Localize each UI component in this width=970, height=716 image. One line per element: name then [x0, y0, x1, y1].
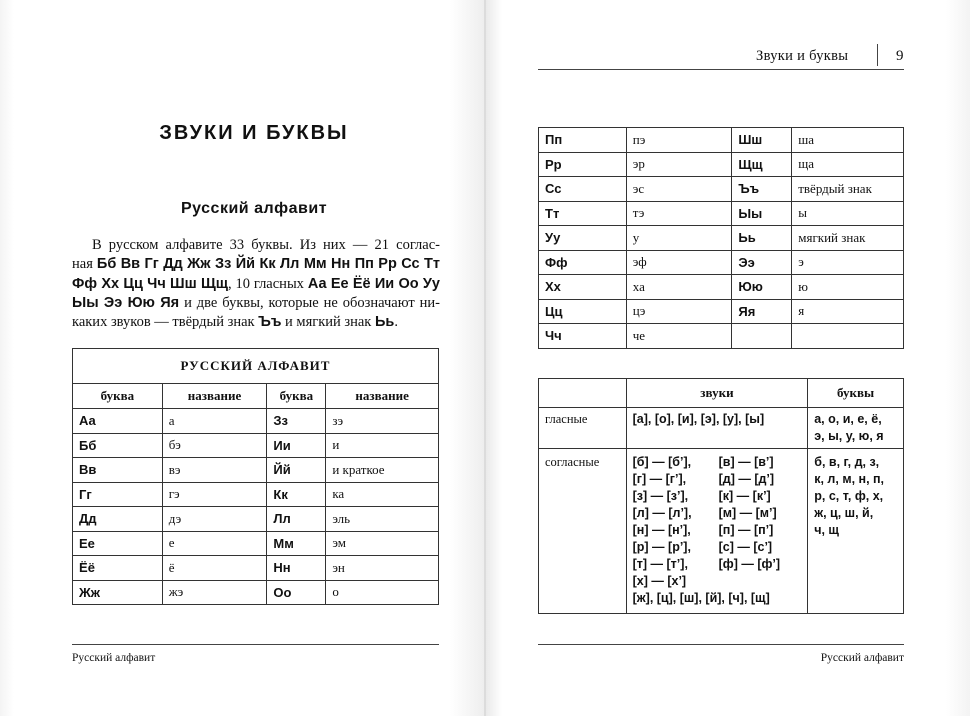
vowel-letters: Аа Ее Ёё Ии Оо Уу [307, 275, 440, 292]
consonant-pair: [м] — [м’] [718, 506, 777, 520]
soft-sign: Ьь [374, 314, 395, 331]
name-cell: ё [162, 556, 267, 581]
consonant-letters: Бб Вв Гг Дд Жж Зз Йй Кк Лл Мм Нн Пп Рр Сс Тт [96, 256, 440, 273]
letter-cell: Ыы [732, 201, 792, 226]
consonant-pair: [з] — [з’], [632, 489, 689, 503]
consonant-pair: [т] — [т’], [632, 557, 688, 571]
letter-cell: Ии [267, 433, 326, 458]
consonant-pair: [н] — [н’], [632, 523, 691, 537]
consonants-label: согласные [539, 449, 627, 614]
column-header: название [326, 384, 439, 409]
name-cell: ы [792, 201, 904, 226]
name-cell: и [326, 433, 439, 458]
intro-text: , 10 гласных [227, 275, 304, 292]
consonant-pair-line [633, 573, 802, 590]
table-row [539, 152, 904, 177]
name-cell [792, 324, 904, 349]
letter-cell: Мм [267, 531, 326, 556]
consonant-letters-line: ч, щ [814, 523, 839, 537]
letter-cell: Вв [73, 458, 163, 483]
name-cell: мягкий знак [792, 226, 904, 251]
name-cell: эф [626, 250, 732, 275]
name-cell: эм [326, 531, 439, 556]
letter-cell: Яя [732, 299, 792, 324]
page-number: 9 [896, 48, 904, 64]
letter-cell: Йй [267, 458, 326, 483]
sounds-table [538, 378, 904, 614]
vowel-letters-cell [808, 408, 904, 449]
letter-cell: Юю [732, 275, 792, 300]
consonant-pair: [д] — [д’] [718, 472, 775, 486]
name-cell: бэ [162, 433, 267, 458]
name-cell: и краткое [326, 458, 439, 483]
table-row [73, 580, 439, 605]
consonant-pair: [б] — [б’], [632, 455, 692, 469]
section-title: Русский алфавит [180, 200, 328, 217]
letter-cell: Чч [539, 324, 627, 349]
vowel-sounds: [а], [о], [и], [э], [у], [ы] [626, 408, 808, 449]
table-row [73, 482, 439, 507]
table-row [73, 507, 439, 532]
consonant-pair: [г] — [г’], [632, 472, 687, 486]
table-row [539, 324, 904, 349]
consonant-letters-line: ж, ц, ш, й, [814, 506, 874, 520]
consonant-pair-line [633, 488, 802, 505]
hard-sign: Ъъ [258, 314, 282, 331]
consonant-pair: [х] — [х’] [632, 574, 687, 588]
consonant-pair-line [633, 556, 802, 573]
consonant-pair-line [633, 539, 802, 556]
letter-cell: Оо [267, 580, 326, 605]
vowel-letters-cont: Ыы Ээ Юю Яя [72, 294, 180, 311]
letter-cell [732, 324, 792, 349]
letter-cell: Нн [267, 556, 326, 581]
letter-cell: Ее [73, 531, 163, 556]
name-cell: ша [792, 128, 904, 153]
consonant-pair-line [633, 471, 802, 488]
left-page [0, 0, 484, 716]
consonant-pair: [к] — [к’] [718, 489, 771, 503]
chapter-title: ЗВУКИ И БУКВЫ [159, 122, 349, 144]
intro-text: ная [72, 256, 93, 273]
table-row [539, 177, 904, 202]
column-header: название [162, 384, 267, 409]
table-row [539, 299, 904, 324]
letter-cell: Фф [539, 250, 627, 275]
consonant-letters-line: б, в, г, д, з, [814, 455, 880, 469]
consonant-letters-line: р, с, т, ф, х, [814, 489, 884, 503]
table-row [539, 201, 904, 226]
unpaired-consonants: [ж], [ц], [ш], [й], [ч], [щ] [632, 591, 770, 605]
letter-cell: Щщ [732, 152, 792, 177]
consonant-pair: [с] — [с’] [718, 540, 773, 554]
name-cell: я [792, 299, 904, 324]
letter-cell: Ээ [732, 250, 792, 275]
letter-cell: Ьь [732, 226, 792, 251]
letter-cell: Аа [73, 409, 163, 434]
alphabet-table-caption: РУССКИЙ АЛФАВИТ [73, 349, 439, 384]
name-cell: эр [626, 152, 732, 177]
name-cell: зэ [326, 409, 439, 434]
name-cell: ю [792, 275, 904, 300]
letter-cell: Кк [267, 482, 326, 507]
letter-cell: Ёё [73, 556, 163, 581]
table-row [73, 433, 439, 458]
table-row [73, 458, 439, 483]
column-header: буква [267, 384, 326, 409]
letter-cell: Лл [267, 507, 326, 532]
name-cell: гэ [162, 482, 267, 507]
vowel-letters-line: а, о, и, е, ё, [814, 412, 882, 426]
letter-cell: Рр [539, 152, 627, 177]
intro-text: и мягкий знак [281, 314, 372, 331]
name-cell: тэ [626, 201, 732, 226]
name-cell: эс [626, 177, 732, 202]
name-cell: у [626, 226, 732, 251]
name-cell: эн [326, 556, 439, 581]
name-cell: о [326, 580, 439, 605]
letter-cell: Шш [732, 128, 792, 153]
consonant-letters-cell [808, 449, 904, 614]
consonant-letters-cont: Фф Хх Цц Чч Шш Щщ [72, 275, 228, 292]
letter-cell: Цц [539, 299, 627, 324]
consonant-sounds [626, 449, 808, 614]
consonant-pair: [р] — [р’], [632, 540, 691, 554]
name-cell: дэ [162, 507, 267, 532]
column-header: буква [73, 384, 163, 409]
name-cell: вэ [162, 458, 267, 483]
name-cell: э [792, 250, 904, 275]
table-row [73, 409, 439, 434]
right-footer: Русский алфавит [820, 652, 904, 664]
table-row [539, 250, 904, 275]
name-cell: е [162, 531, 267, 556]
name-cell: пэ [626, 128, 732, 153]
letter-cell: Хх [539, 275, 627, 300]
empty-header [539, 379, 627, 408]
vowel-letters-line: э, ы, у, ю, я [814, 429, 884, 443]
table-row [539, 128, 904, 153]
name-cell: твёрдый знак [792, 177, 904, 202]
intro-text: и две буквы, которые не обозначают ни- [179, 294, 440, 311]
consonant-pair: [ф] — [ф’] [718, 557, 781, 571]
consonant-pair: [в] — [в’] [718, 455, 774, 469]
letter-cell: Бб [73, 433, 163, 458]
alphabet-table-header [73, 384, 439, 409]
letter-cell: Зз [267, 409, 326, 434]
alphabet-table [72, 348, 439, 605]
letter-cell: Пп [539, 128, 627, 153]
letter-cell: Сс [539, 177, 627, 202]
header-divider [877, 44, 878, 66]
intro-line-1: В русском алфавите 33 буквы. Из них — 21 соглас- [92, 237, 440, 253]
letter-cell: Жж [73, 580, 163, 605]
column-header-sounds: звуки [626, 379, 808, 408]
name-cell: жэ [162, 580, 267, 605]
footer-rule [538, 644, 904, 645]
intro-text: . [394, 314, 398, 331]
name-cell: ха [626, 275, 732, 300]
consonant-pair: [л] — [л’], [632, 506, 692, 520]
name-cell: а [162, 409, 267, 434]
letter-cell: Ъъ [732, 177, 792, 202]
letter-cell: Тт [539, 201, 627, 226]
intro-text: каких звуков — твёрдый знак [72, 314, 255, 331]
header-rule [538, 69, 904, 70]
column-header-letters: буквы [808, 379, 904, 408]
consonant-pair: [п] — [п’] [718, 523, 774, 537]
consonant-pair-line [633, 505, 802, 522]
table-row [539, 275, 904, 300]
consonant-letters-line: к, л, м, н, п, [814, 472, 885, 486]
name-cell: че [626, 324, 732, 349]
letters-table [538, 127, 904, 349]
consonant-pair-line [633, 522, 802, 539]
intro-paragraph [72, 236, 440, 332]
name-cell: ща [792, 152, 904, 177]
running-head: Звуки и буквы [756, 48, 849, 64]
right-page [486, 0, 970, 716]
footer-rule [72, 644, 439, 645]
letter-cell: Уу [539, 226, 627, 251]
consonant-pair-line [633, 454, 802, 471]
left-footer: Русский алфавит [72, 652, 156, 664]
table-row [73, 531, 439, 556]
name-cell: цэ [626, 299, 732, 324]
table-row [73, 556, 439, 581]
letter-cell: Дд [73, 507, 163, 532]
letter-cell: Гг [73, 482, 163, 507]
vowels-label: гласные [539, 408, 627, 449]
name-cell: ка [326, 482, 439, 507]
table-row [539, 226, 904, 251]
name-cell: эль [326, 507, 439, 532]
